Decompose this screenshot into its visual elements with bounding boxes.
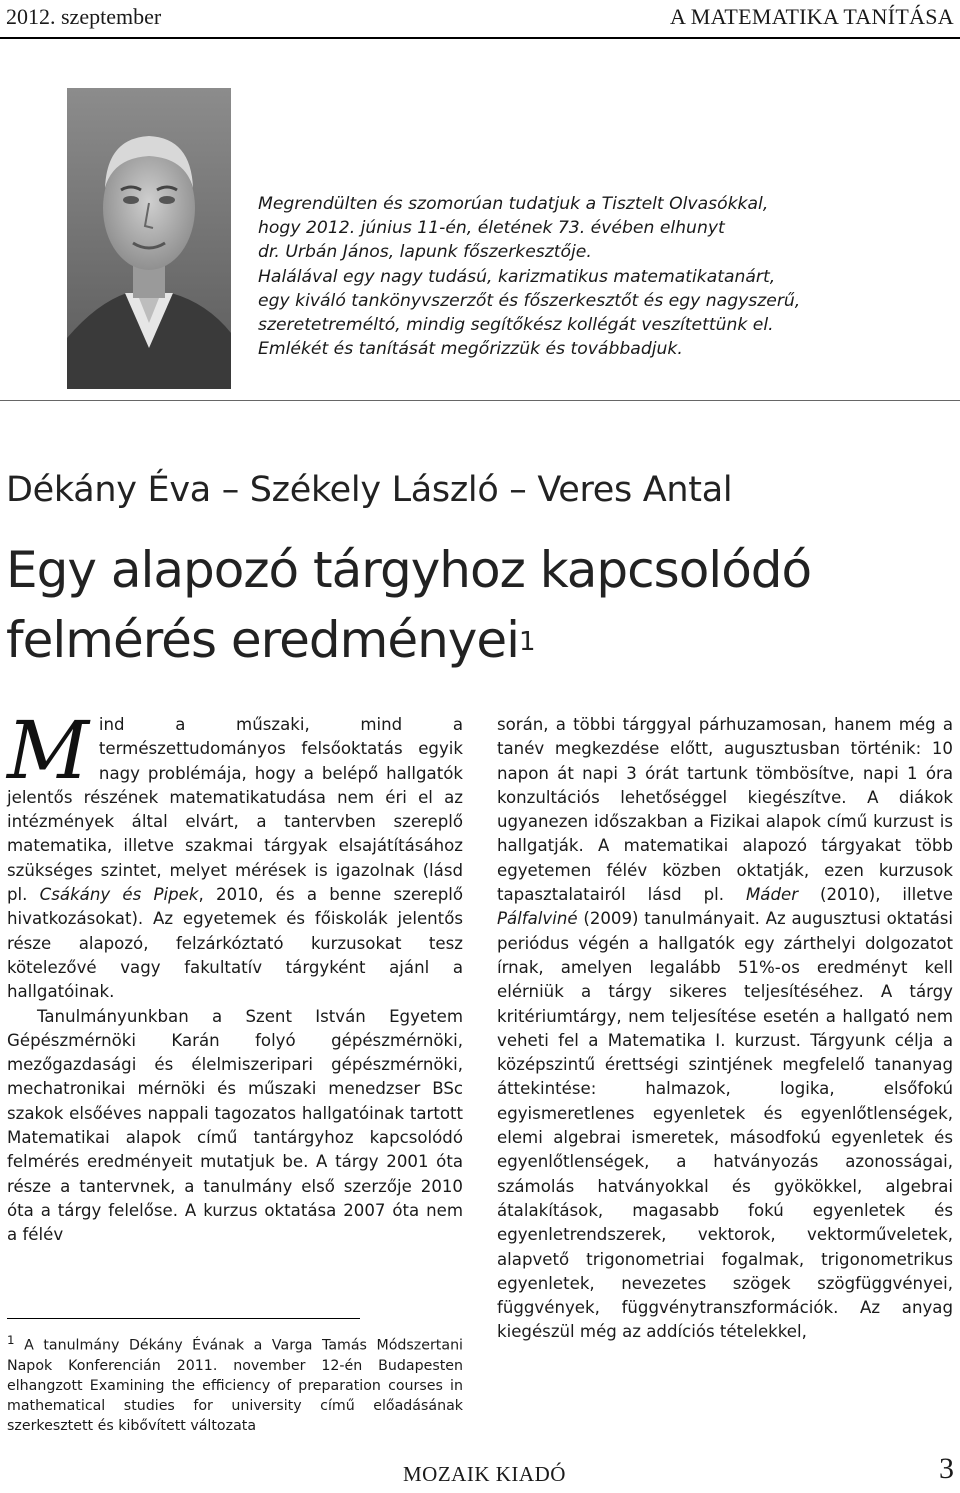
obituary-line: hogy 2012. június 11-én, életének 73. évében elhunyt: [258, 218, 725, 239]
obituary-line: Emlékét és tanítását megőrizzük és továbbadjuk.: [258, 339, 683, 360]
article-title-text: Egy alapozó tárgyhoz kapcsolódó felmérés eredményei: [6, 541, 812, 669]
citation: Pálfalviné: [497, 909, 578, 929]
header-date: 2012. szeptember: [6, 4, 162, 29]
page-number: 3: [939, 1452, 954, 1485]
obituary-line: dr. Urbán János, lapunk főszerkesztője.: [258, 242, 592, 263]
obituary-notice: [258, 192, 938, 361]
obituary-line: egy kiváló tankönyvszerzőt és főszerkesztőt és egy nagyszerű,: [258, 290, 801, 311]
footer-publisher: MOZAIK KIADÓ: [403, 1462, 566, 1486]
paragraph: során, a többi tárggyal párhuzamosan, hanem még a tanév megkezdése előtt, augusztusban történik: 10 napon át napi 3 órát tartunk tömbösítve, napi 1 óra konzultációs lehetőséggel kiegészítve. A diákok ugyanezen időszakban a Fizikai alapok című kurzust is hallgatják. A matematikai alapozó tárgyakat több egyetemen félév közben oktatják, ezen kurzusok tapasztalatairól lásd pl. Máder (2010), illetve Pálfalviné (2009) tanulmányait. Az augusztusi oktatási periódus végén a hallgatók egy zárthelyi dolgozatot írnak, amelyen legalább 51%-os eredményt kell elérniük a tárgy sikeres teljesítéséhez. A tárgy kritériumtárgy, nem teljesítése esetén a hallgató nem veheti fel a Matematika I. kurzust. Tárgyunk célja a középszintű érettségi szintjének megfelelő tananyag áttekintése: halmazok, logika, elsőfokú egyismeretlenes egyenletek és egyenlőtlenségek, elemi algebrai ismeretek, másodfokú egyenletek és egyenlőtlenségek, a hatványozás azonosságai, számolás hatványokkal és gyökökkel, algebrai átalakítások, magasabb fokú egyenletek és egyenletrendszerek, vektorok, vektorműveletek, alapvető trigonometriai fogalmak, trigonometrikus egyenletek, nevezetes szögek szögfüggvényei, függvények, függvénytranszformációk. Az anyag kiegészül még az addíciós tételekkel,: [497, 715, 954, 1342]
footnote: $^1$ A tanulmány Dékány Évának a Varga Tamás Módszertani Napok Konferencián 2011. november 12-én Budapesten elhangzott Examining the efficiency of preparation courses in mathematical studies for university című előadásának szerkesztett és kibővített változata: [7, 1333, 463, 1434]
obituary-line: Megrendülten és szomorúan tudatjuk a Tisztelt Olvasókkal,: [258, 194, 769, 214]
obituary-line: Halálával egy nagy tudású, karizmatikus matematikatanárt,: [258, 266, 776, 287]
footnote-rule: [7, 1318, 360, 1319]
portrait-photo: [67, 88, 231, 389]
article-title: [6, 535, 956, 675]
obituary-rule: [0, 400, 960, 401]
footnote-mark: 1: [7, 1333, 15, 1347]
portrait-illustration: [67, 88, 231, 389]
paragraph: Tanulmányunkban a Szent István Egyetem Gépészmérnöki Karán folyó gépészmérnöki, mezőgazdasági és élelmiszeripari gépészmérnöki, mechatronikai mérnöki és műszaki menedzser BSc szakok elsőéves nappali tagozatos hallgatóinak tartott Matematikai alapok című tantárgyhoz kapcsolódó felmérés eredményeit mutatjuk be. A tárgy 2001 óta része a tantervnek, a tanulmány első szerzője 2010 óta a tárgy felelőse. A kurzus oktatása 2007 óta nem a félév: [7, 1006, 463, 1245]
citation: Csákány és Pipek: [39, 885, 199, 905]
article-column-left: [7, 704, 464, 1248]
drop-cap: M: [7, 704, 89, 797]
citation: Máder: [745, 885, 799, 905]
title-footnote-mark: 1: [519, 627, 535, 657]
article-authors: Dékány Éva – Székely László – Veres Antal: [6, 470, 733, 510]
article-column-right: [497, 713, 953, 1345]
header-journal-title: A MATEMATIKA TANÍTÁSA: [669, 4, 954, 29]
obituary-line: szeretetreméltó, mindig segítőkész kollégát veszítettünk el.: [258, 315, 774, 336]
header-rule: [0, 37, 960, 39]
paragraph: Mind a műszaki, mind a természettudományos felsőoktatás egyik nagy problémája, hogy a belépő hallgatók jelentős részének matematikatudása nem éri el az intézmények által elvárt, a tantervben szereplő matematika, illetve szakmai tárgyak elsajátításához szükséges szintet, melyet mérések is igazolnak (lásd pl. Csákány és Pipek, 2010, és a benne szereplő hivatkozásokat). Az egyetemek és főiskolák jelentős része alapozó, felzárkóztató kurzusokat tesz kötelezővé vagy fakultatív tárgyként ajánl a hallgatóinak.: [7, 704, 464, 1002]
